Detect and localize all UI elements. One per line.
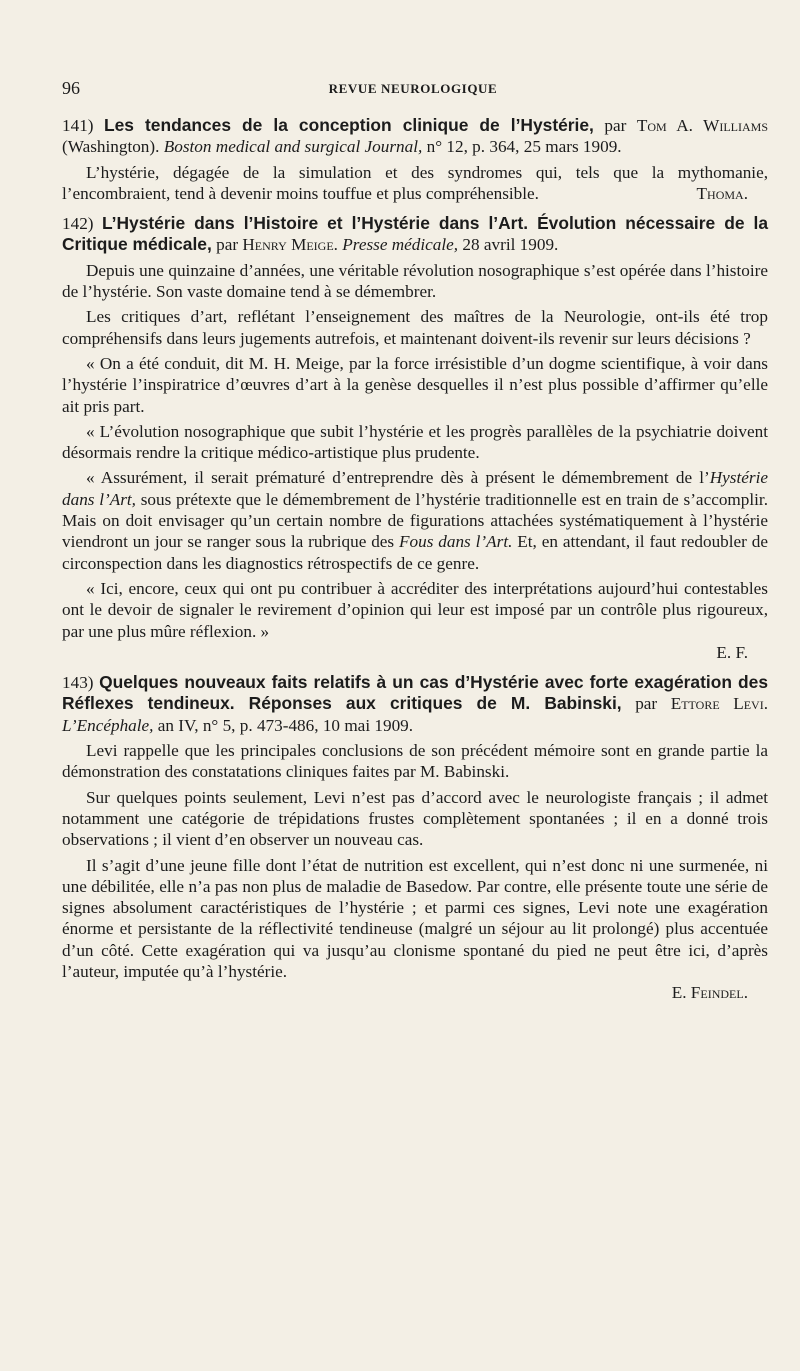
abstract-entry [62,672,768,1003]
entry-source: Boston medical and surgical Journal, [163,137,423,157]
signature: E. Feindel. [671,983,748,1003]
page-header [62,78,764,100]
work-title: Fous dans l’Art. [399,532,513,552]
entry-title: Quelques nouveaux faits relatifs à un cas d’Hystérie avec forte exagération des Réflexes tendineux. Réponses aux critiques de M. Babinski, [62,672,768,714]
work-title: Hystérie dans l’Art, [62,468,768,509]
entry-heading [62,672,768,736]
entry-number: 143) [62,673,94,693]
entry-by: par [604,116,627,135]
abstract-entry [62,115,768,204]
paragraph-text: sous prétexte que le démembrement de l’hystérie traditionnelle est en train de s’accomplir. Mais on doit envisager qu’un certain nombre de figurations attachées systématiquement à l’hystérie viendront un jour se ranger sous la rubrique des [62,489,768,552]
paragraph-text: Et, en attendant, il faut redoubler de circonspection dans les diagnostics rétrospectifs de ce genre. [62,532,769,573]
entry-number: 142) [62,214,94,234]
entry-by: par [216,235,239,255]
paragraph: « L’évolution nosographique que subit l’hystérie et les progrès parallèles de la psychiatrie doivent désormais rendre la critique médico-artistique plus prudente. [62,421,768,463]
running-title: REVUE NEUROLOGIQUE [328,81,498,96]
entry-details: 28 avril 1909. [462,235,559,255]
entry-heading [62,213,768,256]
entry-heading [62,115,768,158]
entry-author: Ettore Levi. [670,694,769,714]
entry-title: Les tendances de la conception clinique de l’Hystérie, [104,115,594,135]
entry-details: an IV, n° 5, p. 473-486, 10 mai 1909. [157,715,414,735]
entry-details: n° 12, p. 364, 25 mars 1909. [426,137,622,157]
paragraph: L’hystérie, dégagée de la simulation et des syndromes qui, tels que la mythomanie, l’encombraient, tend à devenir moins touffue et plus compréhensible. [62,162,768,203]
abstract-entry [62,213,768,663]
paragraph: Il s’agit d’une jeune fille dont l’état de nutrition est excellent, qui n’est donc ni une surmenée, ni une débilitée, elle n’a pas non plus de maladie de Basedow. Par contre, elle présente toute une série de signes absolument caractéristiques de l’hystérie ; et parmi ces signes, Levi note une exagération énorme et persistante de la réflectivité tendineuse (malgré un séjour au lit prolongé) plus accentuée d’un côté. Cette exagération qui va jusqu’au clonisme spontané du pied ne peut être ici, d’après l’auteur, imputée qu’à l’hystérie. [62,855,768,981]
text-column [62,115,768,1013]
entry-source: Presse médicale, [342,235,459,255]
page-number: 96 [62,78,80,98]
entry-author: Tom A. Williams [636,116,769,135]
entry-place: (Washington). [62,137,160,157]
paragraph: Depuis une quinzaine d’années, une véritable révolution nosographique s’est opérée dans l’histoire de l’hystérie. Son vaste domaine tend à se démembrer. [62,260,768,302]
paragraph [62,467,768,573]
paragraph-text: « Assurément, il serait prématuré d’entreprendre dès à présent le démembrement de l’ [86,468,710,488]
entry-number: 141) [62,116,94,135]
signature: E. F. [716,642,748,662]
signature: Thoma. [696,183,748,203]
paragraph: « On a été conduit, dit M. H. Meige, par la force irrésistible d’un dogme scientifique, à voir dans l’hystérie l’inspiratrice d’œuvres d’art à la genèse desquelles il n’est plus possible d’affirmer qu’elle ait pris part. [62,353,768,416]
paragraph: Les critiques d’art, reflétant l’enseignement des maîtres de la Neurologie, ont-ils été trop compréhensifs dans leurs jugements autrefois, et maintenant doivent-ils revenir sur leurs décisions ? [62,307,768,348]
entry-by: par [635,694,658,714]
paragraph: « Ici, encore, ceux qui ont pu contribuer à accréditer des interprétations aujourd’hui contestables ont le devoir de signaler le revirement d’opinion qui leur est imposé par un contrôle plus rigoureux, par une plus mûre réflexion. » [62,578,768,641]
entry-source: L’Encéphale, [62,715,154,735]
paragraph: Sur quelques points seulement, Levi n’est pas d’accord avec le neurologiste français ; il admet notamment une catégorie de trépidations frustes complètement spontanées ; il en a donné trois observations ; il vient d’en observer un nouveau cas. [62,787,768,850]
entry-title: L’Hystérie dans l’Histoire et l’Hystérie dans l’Art. Évolution nécessaire de la Critique médicale, [62,213,769,255]
entry-author: Henry Meige. [242,235,338,255]
paragraph: Levi rappelle que les principales conclusions de son précédent mémoire sont en grande partie la démonstration des constatations cliniques faites par M. Babinski. [62,741,768,782]
